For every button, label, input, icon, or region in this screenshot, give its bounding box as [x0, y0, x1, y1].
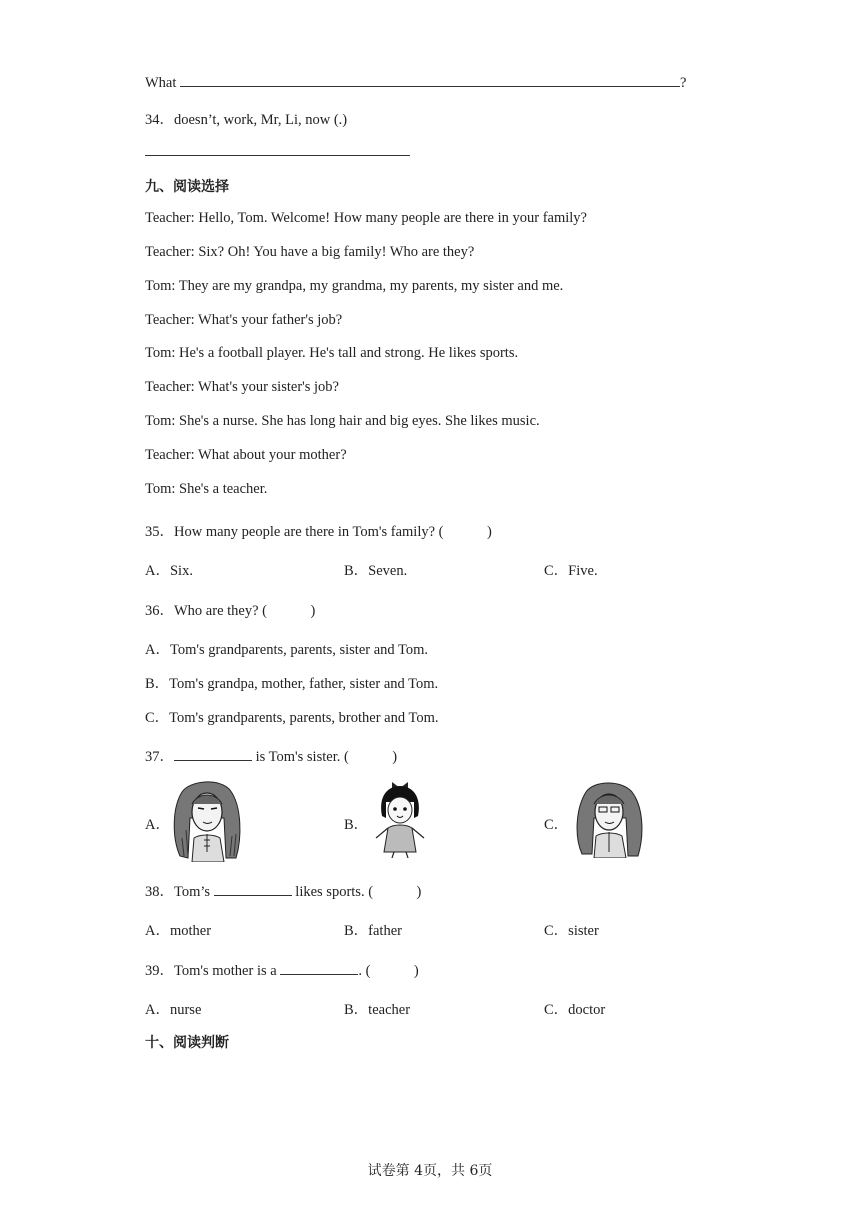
passage-line: Tom: She's a teacher.	[145, 481, 268, 497]
q33-prefix: What	[145, 75, 177, 91]
q39-suffix: . ( )	[358, 963, 419, 979]
q36-question: 36．Who are they? ( )	[145, 603, 316, 619]
q35-option-b[interactable]: B．Seven.	[344, 563, 408, 579]
q33-line	[145, 74, 686, 92]
passage-line: Teacher: What's your sister's job?	[145, 379, 339, 395]
q37-option-c[interactable]: C．	[544, 817, 569, 833]
q38-suffix: likes sports. ( )	[291, 884, 422, 900]
section-10-title: 十、阅读判断	[145, 1035, 229, 1051]
passage-line: Teacher: Hello, Tom. Welcome! How many people are there in your family?	[145, 210, 587, 226]
q38-blank[interactable]	[214, 883, 292, 896]
q39-option-a[interactable]: A．nurse	[145, 1002, 202, 1018]
q34-number: 34．	[145, 112, 174, 128]
q37-option-a[interactable]: A．	[145, 817, 170, 833]
short-hair-girl-picture-b	[370, 776, 430, 858]
q36-option-c[interactable]: C．Tom's grandparents, parents, brother and Tom.	[145, 710, 439, 726]
q33-answer-blank[interactable]	[180, 74, 680, 87]
q37-option-b[interactable]: B．	[344, 817, 369, 833]
q39-blank[interactable]	[280, 962, 358, 975]
q38-question	[145, 880, 421, 901]
q34-line	[145, 108, 347, 129]
q37-question	[145, 745, 397, 766]
passage-line: Teacher: Six? Oh! You have a big family! Who are they?	[145, 244, 475, 260]
q38-option-a[interactable]: A．mother	[145, 923, 212, 939]
long-hair-girl-picture-a	[168, 778, 248, 862]
passage-line: Tom: He's a football player. He's tall and strong. He likes sports.	[145, 345, 519, 361]
passage-line: Tom: They are my grandpa, my grandma, my parents, my sister and me.	[145, 278, 564, 294]
q36-option-b[interactable]: B．Tom's grandpa, mother, father, sister and Tom.	[145, 676, 439, 692]
passage-line: Teacher: What about your mother?	[145, 447, 347, 463]
passage-line: Teacher: What's your father's job?	[145, 312, 343, 328]
q37-suffix: is Tom's sister. ( )	[252, 749, 398, 765]
q34-answer-blank[interactable]	[145, 143, 410, 156]
q38-option-c[interactable]: C．sister	[544, 923, 599, 939]
q38-option-b[interactable]: B．father	[344, 923, 402, 939]
q34-text: doesn’t, work, Mr, Li, now (.)	[174, 112, 348, 128]
long-hair-girl-picture-c	[572, 780, 648, 858]
q37-blank[interactable]	[174, 748, 252, 761]
q39-question	[145, 959, 419, 980]
q38-prefix: 38．Tom’s	[145, 884, 214, 900]
q39-prefix: 39．Tom's mother is a	[145, 963, 281, 979]
q35-option-c[interactable]: C．Five.	[544, 563, 598, 579]
page-footer: 试卷第 4页，共 6页	[367, 1163, 493, 1179]
q36-option-a[interactable]: A．Tom's grandparents, parents, sister and Tom.	[145, 642, 429, 658]
q35-question: 35．How many people are there in Tom's family? ( )	[145, 524, 492, 540]
section-9-title: 九、阅读选择	[145, 179, 229, 195]
q39-option-c[interactable]: C．doctor	[544, 1002, 606, 1018]
q33-suffix: ?	[680, 75, 687, 91]
passage-line: Tom: She's a nurse. She has long hair and big eyes. She likes music.	[145, 413, 540, 429]
q35-option-a[interactable]: A．Six.	[145, 563, 193, 579]
q34-answer-line[interactable]	[145, 143, 410, 161]
q37-number: 37．	[145, 749, 174, 765]
q39-option-b[interactable]: B．teacher	[344, 1002, 411, 1018]
